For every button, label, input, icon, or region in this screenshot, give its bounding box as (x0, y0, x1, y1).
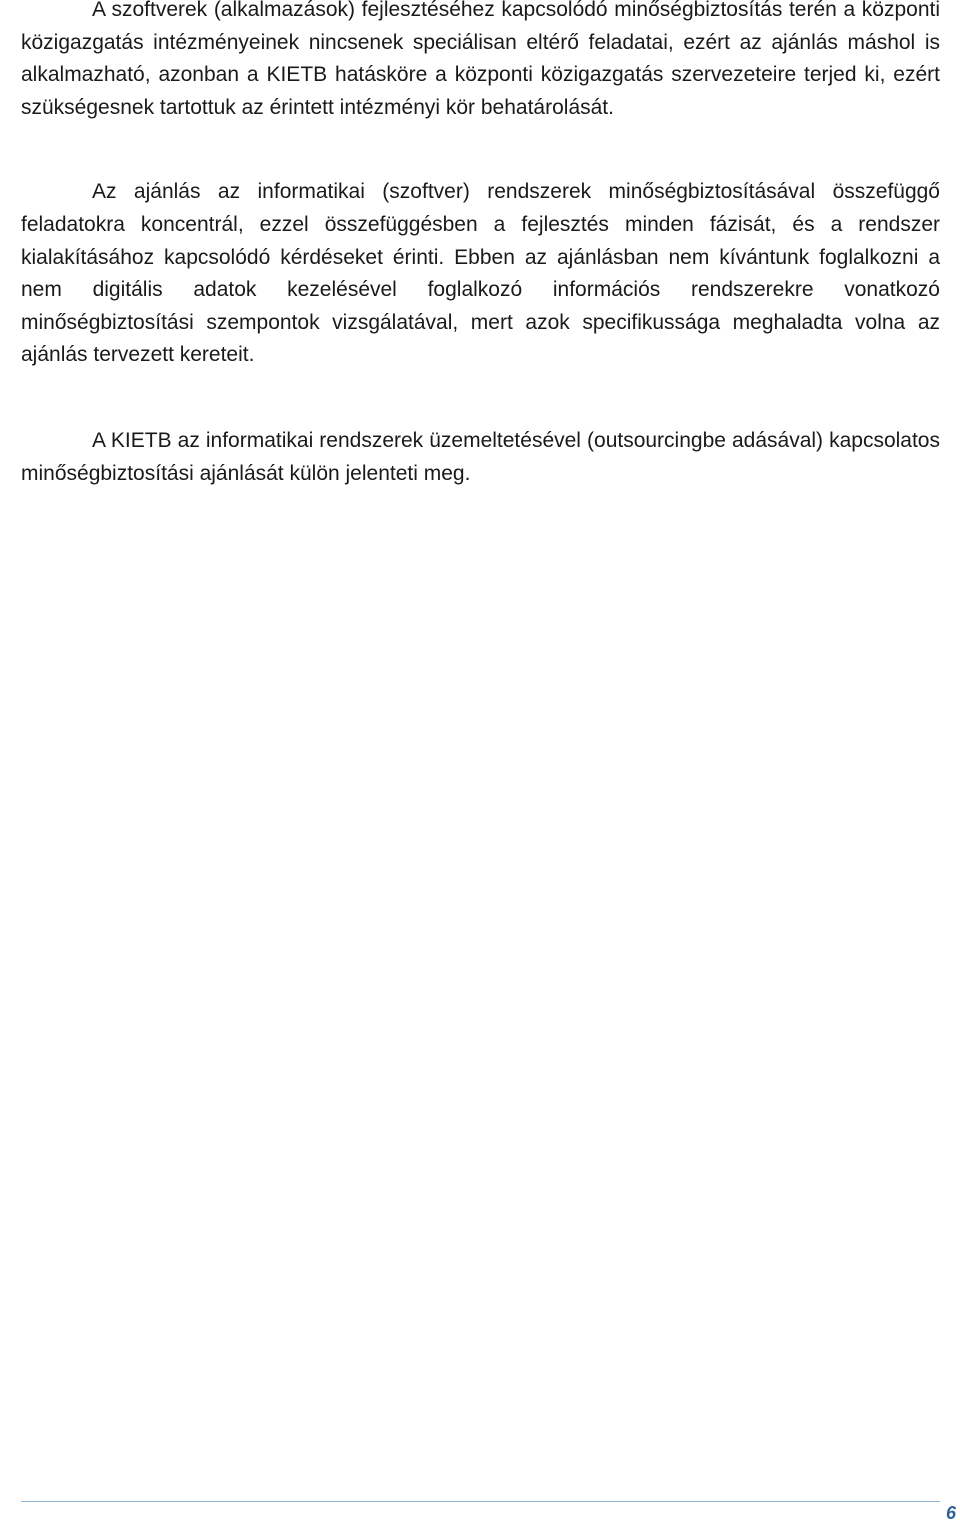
footer-divider (21, 1501, 940, 1502)
paragraph-focus: Az ajánlás az informatikai (szoftver) rendszerek minőségbiztosításával összefüggő feladatokra koncentrál, ezzel összefüggésben a fejlesztés minden fázisát, és a rendszer kialakításához kapcsolódó kérdéseket érinti. Ebben az ajánlásban nem kívántunk foglalkozni a nem digitális adatok kezelésével foglalkozó információs rendszerekre vonatkozó minőségbiztosítási szempontok vizsgálatával, mert azok specifikussága meghaladta volna az ajánlás tervezett kereteit. (21, 180, 940, 367)
page-number: 6 (945, 1503, 956, 1523)
document-body (21, 0, 940, 490)
paragraph-operations: A KIETB az informatikai rendszerek üzemeltetésével (outsourcingbe adásával) kapcsolatos minőségbiztosítási ajánlását külön jelenteti meg. (21, 428, 940, 485)
paragraph-scope: A szoftverek (alkalmazások) fejlesztéséhez kapcsolódó minőségbiztosítás terén a központi közigazgatás intézményeinek nincsenek speciálisan eltérő feladatai, ezért az ajánlás máshol is alkalmazható, azonban a KIETB hatásköre a központi közigazgatás szervezeteire terjed ki, ezért szükségesnek tartottuk az érintett intézményi kör behatárolását. (21, 0, 940, 119)
